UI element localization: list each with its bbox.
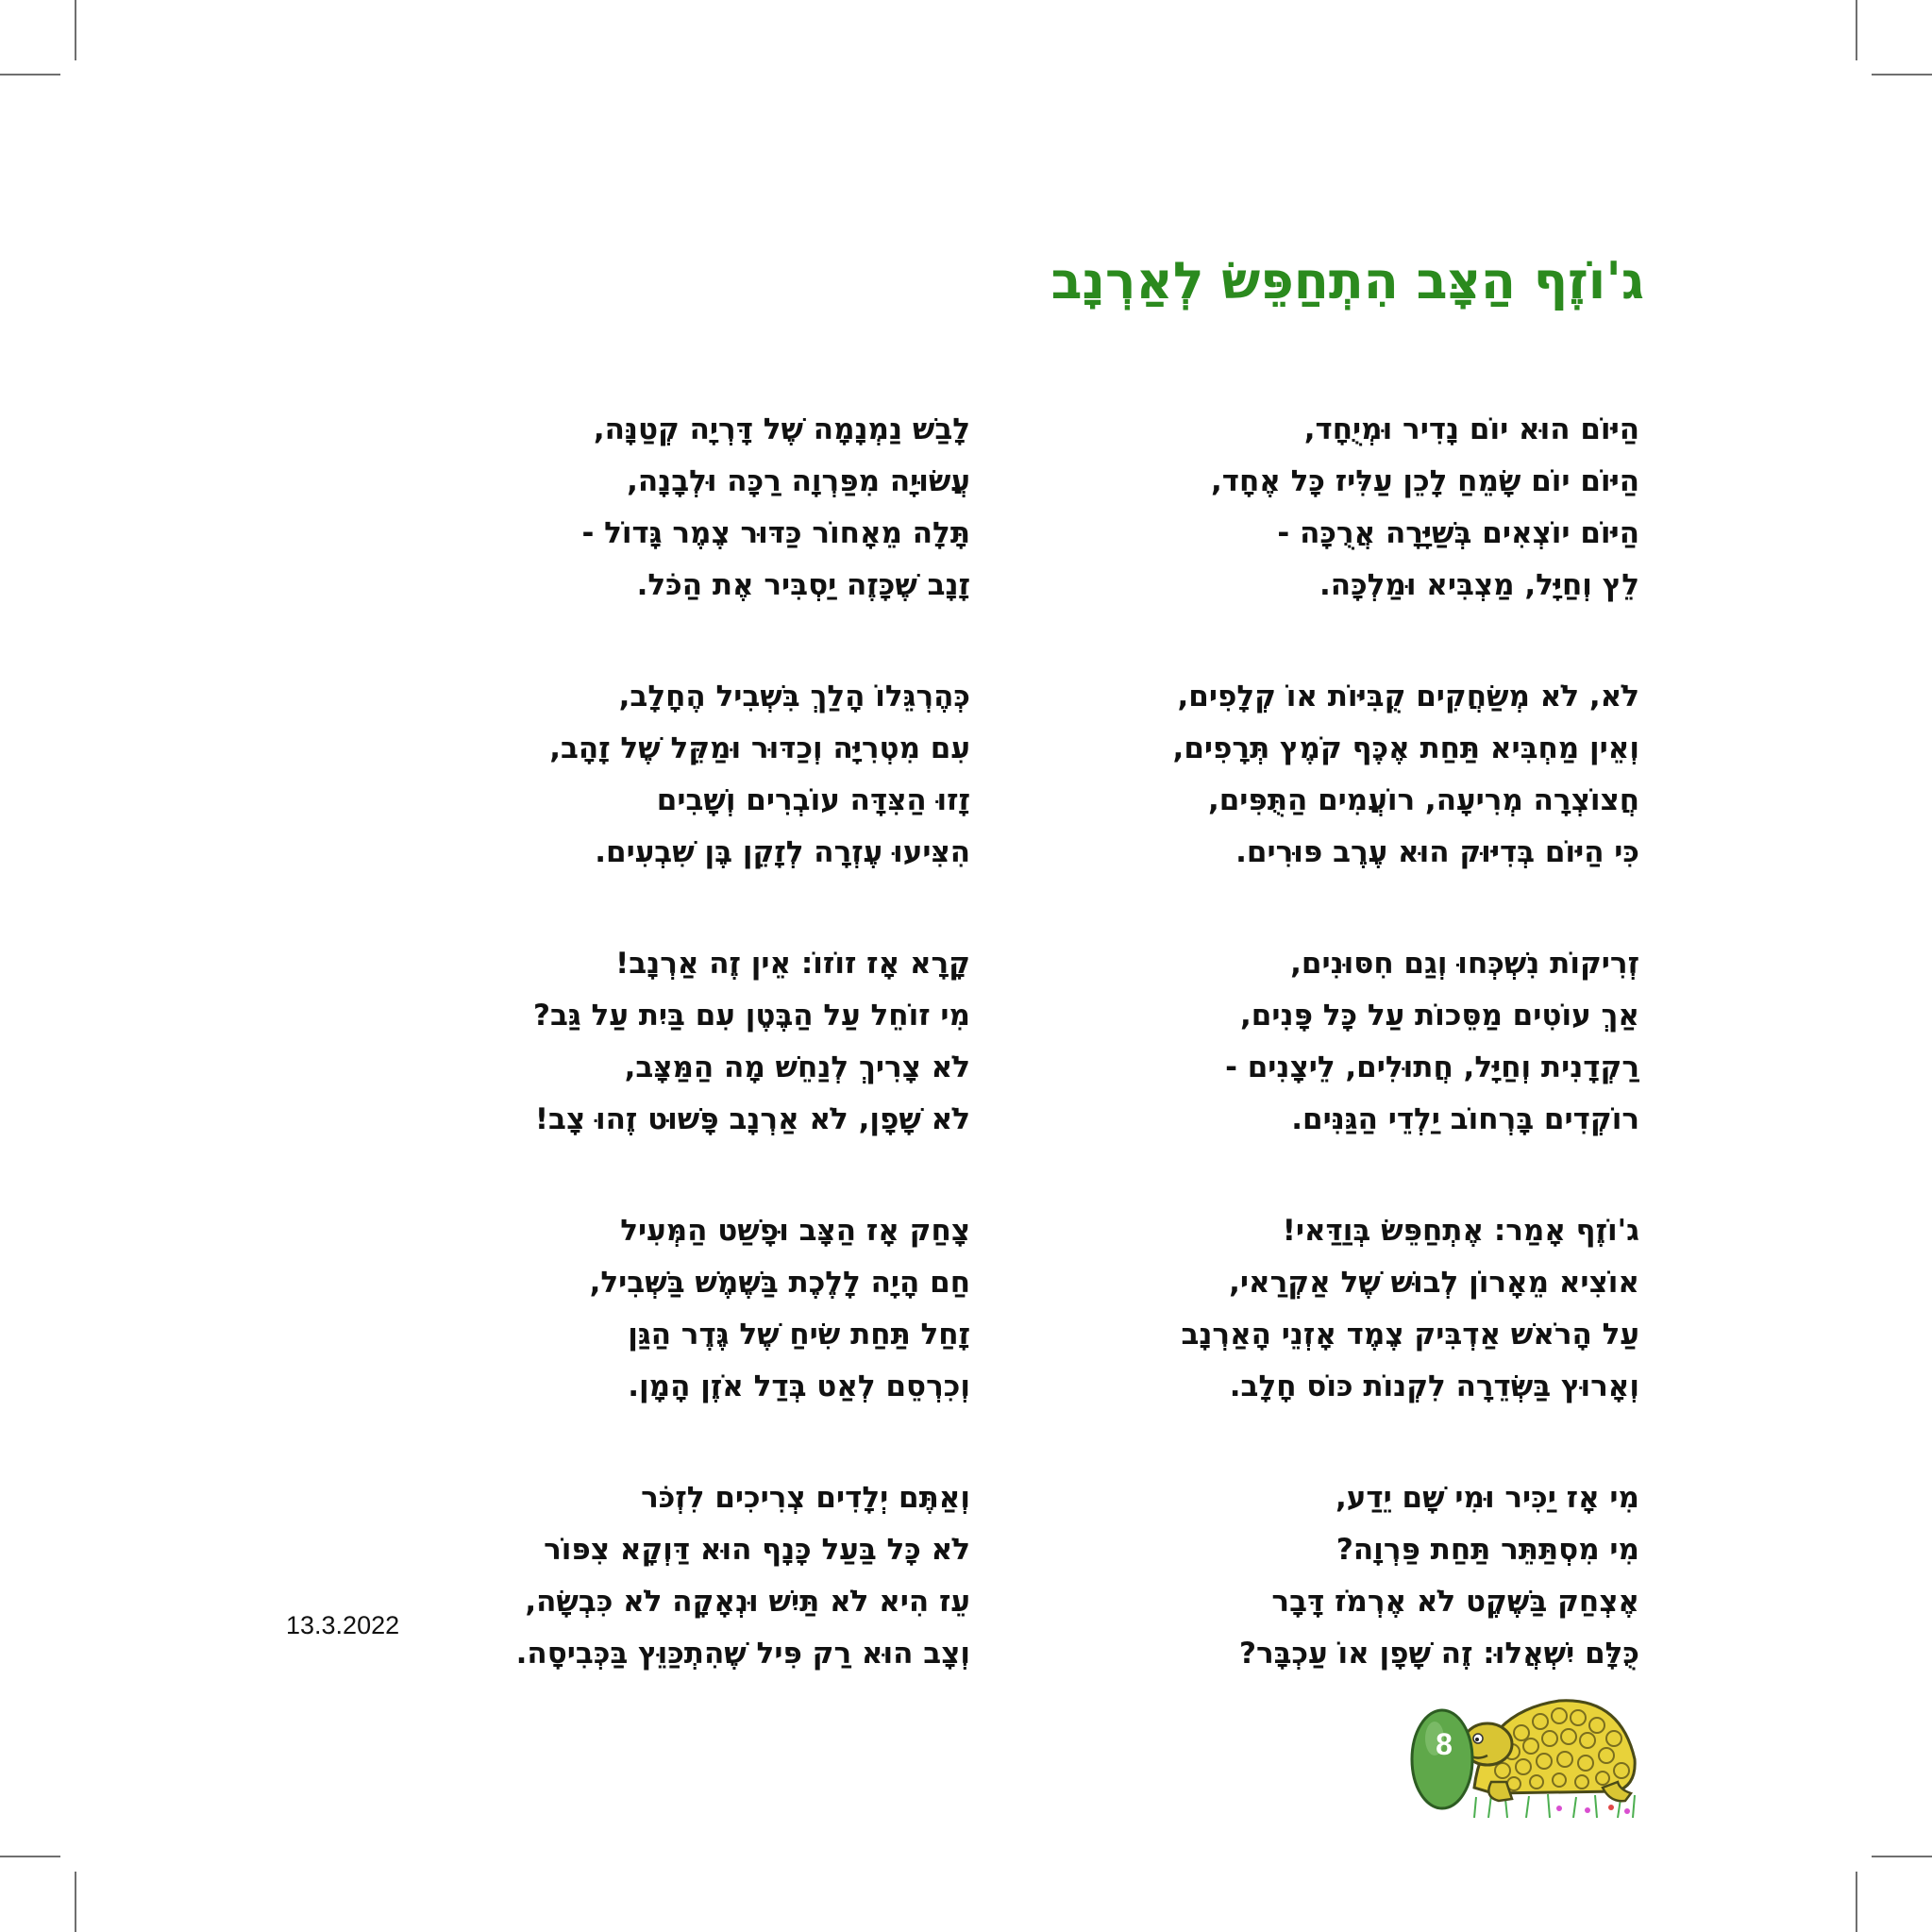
poem-line: זְרִיקוֹת נִשְׁכְּחוּ וְגַם חִסּוּנִים, [1290, 947, 1639, 981]
poem-line: לֹא צָרִיךְ לְנַחֵשׁ מָה הַמַּצָּב, [624, 1050, 970, 1084]
poem-line: חַם הָיָה לָלֶכֶת בַּשֶּׁמֶשׁ בַּשְּׁבִיל, [589, 1266, 970, 1300]
poem-line: זָחַל תַּחַת שִׂיחַ שֶׁל גֶּדֶר הַגַּן [628, 1318, 970, 1352]
poem-line: עַל הָרֹאשׁ אַדְבִּיק צֶמֶד אָזְנֵי הָאַרְנָב [1181, 1318, 1639, 1352]
stanza [442, 938, 970, 1146]
poem-line: כֻּלָּם יִשְׁאֲלוּ: זֶה שָׁפָן אוֹ עַכְבָּר? [1238, 1637, 1639, 1671]
poem-line: קָרָא אָז זוֹזוֹ: אֵין זֶה אַרְנָב! [615, 947, 970, 981]
poem-line: רוֹקְדִים בָּרְחוֹב יַלְדֵי הַגַּנִּים. [1291, 1102, 1639, 1136]
poem-line: הַיּוֹם יוֹם שָׂמֵחַ לָכֵן עַלִּיז כָּל אֶחָד, [1210, 464, 1639, 498]
poem-column-left [442, 404, 970, 1739]
poem-line: עֵז הִיא לֹא תַּיִשׁ וּנְאָקָה לֹא כִּבְשָׂה, [525, 1585, 970, 1619]
poem-line: כִּי הַיּוֹם בְּדִיּוּק הוּא עֶרֶב פּוּרִים. [1235, 835, 1639, 869]
poem-line: אוֹצִיא מֵאָרוֹן לְבוּשׁ שֶׁל אַקְרַאי, [1229, 1266, 1639, 1300]
stanza [442, 1472, 970, 1680]
poem-line: וְאָרוּץ בַּשְּׂדֵרָה לִקְנוֹת כּוֹס חָלָב. [1229, 1369, 1639, 1403]
poem-date: 13.3.2022 [286, 1611, 400, 1639]
poem-line: לֹא שָׁפָן, לֹא אַרְנָב פָּשׁוּט זֶהוּ צָב! [534, 1102, 970, 1136]
poem-line: עִם מִטְרִיָּה וְכַדּוּר וּמַקֵּל שֶׁל זָהָב, [549, 731, 970, 765]
crop-mark-bottom-right [1856, 1872, 1857, 1932]
poem-line: הִצִּיעוּ עֶזְרָה לְזָקֵן בֶּן שִׁבְעִים. [595, 835, 970, 869]
stanza [1111, 938, 1639, 1146]
poem-line: ג'וֹזֶף אָמַר: אֶתְחַפֵּשׂ בְּוַדַּאי! [1282, 1214, 1639, 1248]
stanza [1111, 1472, 1639, 1680]
poem-line: אַךְ עוֹטִים מַסֵּכוֹת עַל כָּל פָּנִים, [1240, 999, 1639, 1033]
poem-line: זָזוּ הַצִּדָּה עוֹבְרִים וְשָׁבִים [656, 783, 970, 817]
poem-line: חֲצוֹצְרָה מְרִיעָה, רוֹעֲמִים הַתֻּפִּים, [1207, 783, 1639, 817]
poem-line: זָנָב שֶׁכָּזֶה יַסְבִּיר אֶת הַכֹּל. [636, 568, 970, 602]
poem-line: מִי זוֹחֵל עַל הַבֶּטֶן עִם בַּיִת עַל גַּב? [533, 999, 970, 1033]
poem-line: לָבַשׁ נַמְנָמָה שֶׁל דָּרְיָה קְטַנָּה, [593, 412, 970, 446]
poem-line: צָחַק אָז הַצָּב וּפָשַׁט הַמְּעִיל [620, 1214, 970, 1248]
poem-line: כְּהֶרְגֵּלוֹ הָלַךְ בִּשְׁבִיל הֶחָלָב, [618, 680, 970, 714]
page-number: 8 [1436, 1727, 1453, 1761]
poem-line: לֵץ וְחַיָּל, מַצְבִּיא וּמַלְכָּה. [1319, 568, 1639, 602]
crop-mark-right-top [1872, 74, 1932, 76]
turtle-leg [1488, 1782, 1512, 1801]
stanza [1111, 404, 1639, 612]
crop-mark-top-right [1856, 0, 1857, 60]
poem-line: עֲשׂוּיָה מִפַּרְוָה רַכָּה וּלְבָנָה, [627, 464, 970, 498]
poem-line: הַיּוֹם יוֹצְאִים בְּשַׁיָּרָה אֲרֻכָּה - [1277, 516, 1639, 550]
stanza [1111, 1205, 1639, 1413]
poem-line: אֶצְחַק בַּשֶּׁקֶט לֹא אֶרְמֹז דָּבָר [1271, 1585, 1639, 1619]
poem-line: וְאַתֶּם יְלָדִים צְרִיכִים לִזְכֹּר [641, 1481, 970, 1515]
poem-column-right [1111, 404, 1639, 1739]
poem-line: רַקְדָנִית וְחַיָּל, חֲתוּלִים, לֵיצָנִים - [1225, 1050, 1639, 1084]
poem-line: וְכִרְסֵם לְאַט בְּדַל אֹזֶן הָמָן. [628, 1369, 970, 1403]
crop-mark-right-bottom [1872, 1856, 1932, 1857]
crop-mark-top-left [75, 0, 76, 60]
stanza [1111, 671, 1639, 879]
poem-line: הַיּוֹם הוּא יוֹם נָדִיר וּמְיֻחָד, [1303, 412, 1639, 446]
poem-line: מִי אָז יַכִּיר וּמִי שָׁם יֵדַע, [1335, 1481, 1639, 1515]
poem-line: לֹא כָּל בַּעַל כָּנָף הוּא דַּוְקָא צִפּוֹר [544, 1533, 970, 1567]
poem-line: וְאֵין מַחְבִּיא תַּחַת אֶכֶּף קֹמֶץ תְּרָפִים, [1172, 731, 1639, 765]
poem-title: ג'וֹזֶף הַצָּב הִתְחַפֵּשׂ לְאַרְנָב [1050, 251, 1644, 311]
poem-line: וְצָב הוּא רַק פִּיל שֶׁהִתְכַּוֵּץ בַּכְּבִיסָה. [515, 1637, 970, 1671]
crop-mark-bottom-left [75, 1872, 76, 1932]
stanza [442, 671, 970, 879]
poem-line: תָּלָה מֵאָחוֹר כַּדּוּר צֶמֶר גָּדוֹל - [581, 516, 970, 550]
poem-line: לֹא, לֹא מְשַׂחֲקִים קֻבִּיּוֹת אוֹ קְלָפִים, [1177, 680, 1639, 714]
stanza [442, 404, 970, 612]
crop-mark-left-bottom [0, 1856, 60, 1857]
poem-line: מִי מִסְתַּתֵּר תַּחַת פַּרְוָה? [1336, 1533, 1639, 1567]
crop-mark-left-top [0, 74, 60, 76]
stanza [442, 1205, 970, 1413]
